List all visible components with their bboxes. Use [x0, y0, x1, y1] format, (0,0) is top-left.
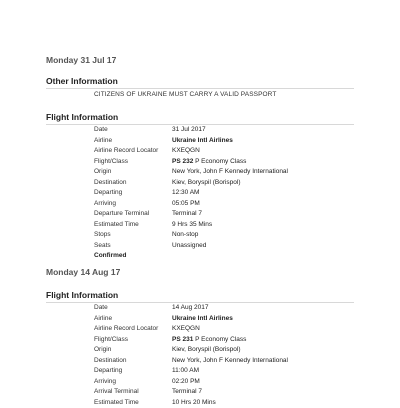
detail-row — [94, 366, 354, 377]
detail-row — [94, 241, 354, 252]
detail-value: Non-stop — [172, 230, 198, 241]
detail-label: Airline Record Locator — [94, 324, 172, 335]
detail-row — [94, 125, 354, 136]
trip-1-flight-details — [94, 125, 354, 262]
detail-value: 11:00 AM — [172, 366, 199, 377]
detail-label: Arrival Terminal — [94, 387, 172, 398]
detail-label: Arriving — [94, 199, 172, 210]
detail-label: Stops — [94, 230, 172, 241]
detail-row — [94, 324, 354, 335]
detail-label: Date — [94, 303, 172, 314]
detail-value: 12:30 AM — [172, 188, 199, 199]
airline-name: Ukraine Intl Airlines — [172, 136, 233, 147]
detail-value: 10 Hrs 20 Mins — [172, 398, 216, 408]
airline-name: Ukraine Intl Airlines — [172, 314, 233, 325]
detail-label: Seats — [94, 241, 172, 252]
detail-row — [94, 157, 354, 168]
trip-1-passport-note: CITIZENS OF UKRAINE MUST CARRY A VALID PASSPORT — [94, 91, 276, 98]
detail-label: Date — [94, 125, 172, 136]
detail-label: Airline — [94, 314, 172, 325]
detail-label: Departing — [94, 188, 172, 199]
detail-row — [94, 220, 354, 231]
detail-label: Departing — [94, 366, 172, 377]
detail-label: Estimated Time — [94, 398, 172, 408]
detail-label: Airline Record Locator — [94, 146, 172, 157]
detail-row — [94, 356, 354, 367]
detail-row — [94, 335, 354, 346]
detail-row — [94, 209, 354, 220]
trip-1-flight-info-title: Flight Information — [46, 112, 354, 125]
fare-class: P Economy Class — [195, 336, 246, 343]
detail-value: 31 Jul 2017 — [172, 125, 206, 136]
detail-label: Departure Terminal — [94, 209, 172, 220]
flight-number: PS 232 — [172, 158, 193, 165]
detail-row — [94, 345, 354, 356]
detail-label: Destination — [94, 178, 172, 189]
detail-value: 9 Hrs 35 Mins — [172, 220, 212, 231]
detail-label: Origin — [94, 167, 172, 178]
detail-value: 05:05 PM — [172, 199, 200, 210]
detail-row — [94, 303, 354, 314]
detail-row — [94, 167, 354, 178]
detail-value: Unassigned — [172, 241, 206, 252]
trip-1-date-heading: Monday 31 Jul 17 — [46, 55, 116, 65]
record-locator-value: KXEQGN — [172, 324, 200, 335]
detail-value: 02:20 PM — [172, 377, 200, 388]
detail-value: Kiev, Boryspil (Borispol) — [172, 178, 241, 189]
detail-value: 14 Aug 2017 — [172, 303, 209, 314]
record-locator-value: KXEQGN — [172, 146, 200, 157]
detail-value: New York, John F Kennedy International — [172, 167, 288, 178]
fare-class: P Economy Class — [195, 158, 246, 165]
trip-2-flight-info-title: Flight Information — [46, 290, 354, 303]
detail-value: Kiev, Boryspil (Borispol) — [172, 345, 241, 356]
detail-label: Estimated Time — [94, 220, 172, 231]
detail-row — [94, 188, 354, 199]
detail-label: Flight/Class — [94, 157, 172, 168]
detail-value: Terminal 7 — [172, 209, 202, 220]
detail-label: Flight/Class — [94, 335, 172, 346]
trip-2-date-heading: Monday 14 Aug 17 — [46, 267, 120, 277]
detail-row — [94, 398, 354, 408]
detail-label: Airline — [94, 136, 172, 147]
record-locator-heading — [96, 0, 155, 1]
detail-row — [94, 314, 354, 325]
detail-row — [94, 136, 354, 147]
detail-row — [94, 230, 354, 241]
detail-label: Destination — [94, 356, 172, 367]
detail-row — [94, 377, 354, 388]
flight-number: PS 231 — [172, 336, 193, 343]
trip-1-other-info-title: Other Information — [46, 76, 354, 89]
booking-status: Confirmed — [94, 251, 354, 262]
detail-label: Origin — [94, 345, 172, 356]
detail-row — [94, 146, 354, 157]
detail-row — [94, 178, 354, 189]
trip-2-flight-details — [94, 303, 354, 408]
detail-value: New York, John F Kennedy International — [172, 356, 288, 367]
detail-row — [94, 387, 354, 398]
detail-row — [94, 199, 354, 210]
detail-value: Terminal 7 — [172, 387, 202, 398]
detail-label: Arriving — [94, 377, 172, 388]
